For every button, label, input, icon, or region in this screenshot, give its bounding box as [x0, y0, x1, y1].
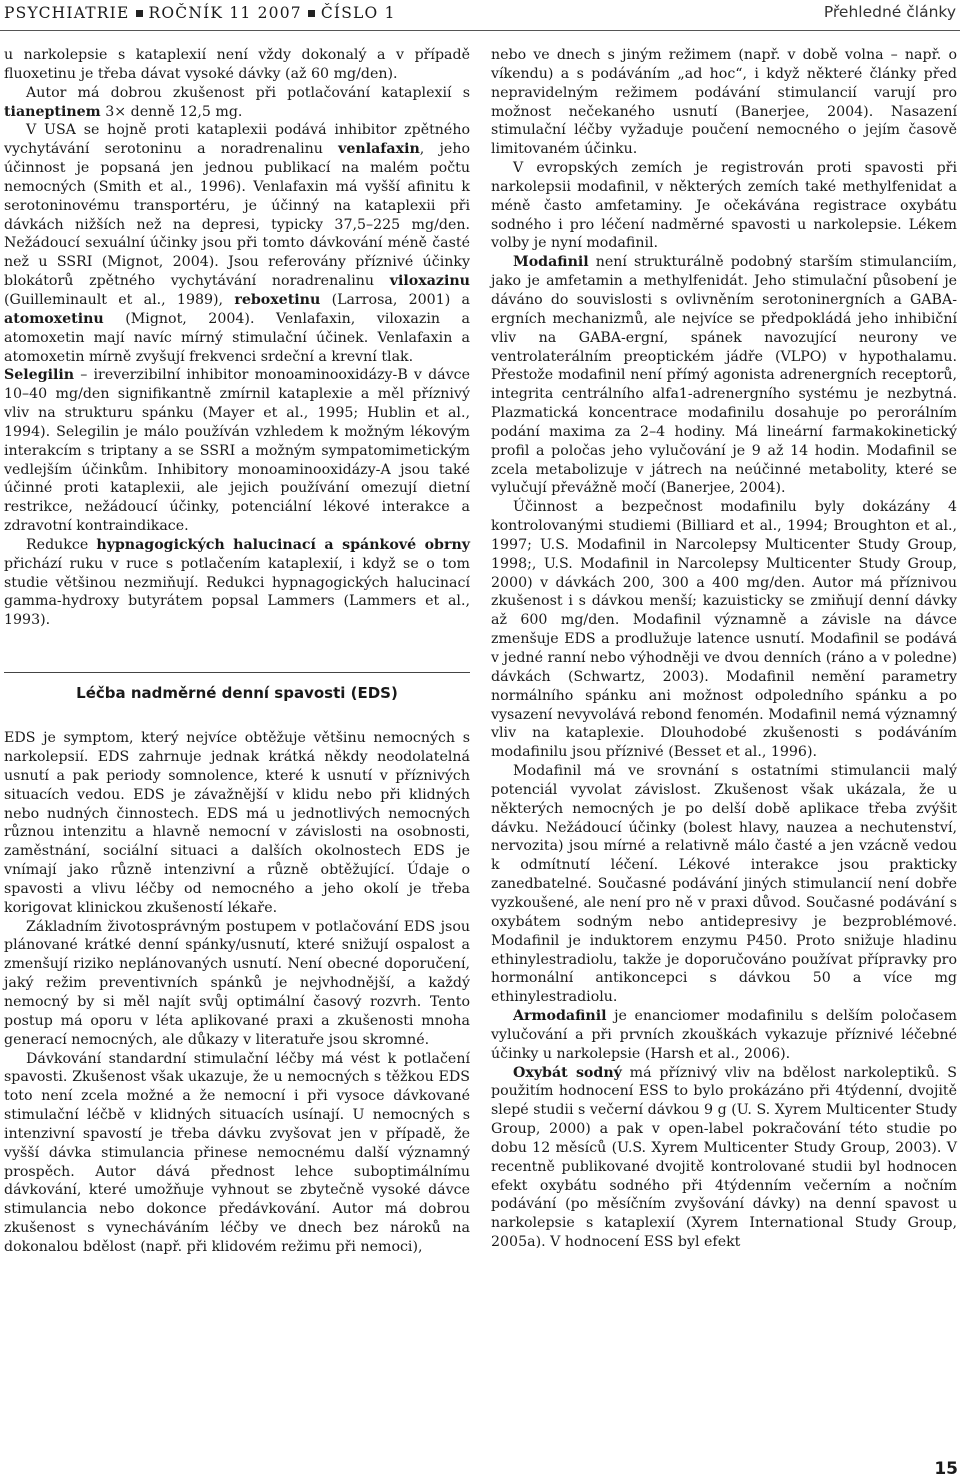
journal-info [4, 4, 396, 22]
drug-name: Armodafinil [513, 1008, 607, 1025]
section-name: Přehledné články [823, 3, 956, 21]
drug-name: Modafinil [513, 254, 589, 271]
paragraph: Armodafinil je enanciomer modafinilu s delším poločasem vylučování a při prvních zkouškách vykazuje příznivé léčebné účinky u narkolepsie (Harsh et al., 2006). [491, 1008, 957, 1062]
paragraph: Selegilin – ireverzibilní inhibitor monoaminooxidázy-B v dávce 10–40 mg/den signifikantně zmírnil kataplexie a měl příznivý vliv na strukturu spánku (Mayer et al., 1995; Hublin et al., 1994). Selegilin je málo používán vzhledem k možným lékovým interakcím s triptany a se SSRI a možným sympatomimetickým vedlejším účinkům. Inhibitory monoaminooxidázy-A jsou také účinné proti kataplexii, ale jejich používání omezují dietní restrikce, nežádoucí účinky, potenciální lékové interakce a zdravotní kontraindikace. [4, 367, 470, 535]
paragraph: nebo ve dnech s jiným režimem (např. v době volna – např. o víkendu) a s podáváním „ad hoc“, i když některé články před nepravidelným režimem podávání stimulancií varují pro možnost nečekaného usnutí (Banerjee, 2004). Nasazení stimulační léčby vyžaduje poučení nemocného o jejím časově limitovaném účinku. [491, 47, 957, 158]
drug-name: Selegilin [4, 367, 75, 384]
year: 2007 [257, 4, 302, 22]
page-header [0, 0, 960, 31]
paragraph: EDS je symptom, který nejvíce obtěžuje většinu nemocných s narkolepsií. EDS zahrnuje jednak krátká někdy neodolatelná usnutí a pak periody somnolence, které k usnutí v příznivých situacích vedou. EDS je závažnější v klidu nebo při klidných nebo nudných činnostech. EDS má u jednotlivých nemocných různou intenzitu a hlavně nemocní v závislosti na osobnosti, zaměstnání, sociální situaci a dalších okolnostech EDS je vnímají jako různě intenzivní a různě obtěžující. Údaje o spavosti a vlivu léčby od nemocného a jeho okolí je třeba korigovat klinickou zkušeností lékaře. [4, 730, 470, 916]
paragraph: V evropských zemích je registrován proti spavosti při narkolepsii modafinil, v některých zemích také methylfenidat a méně často amfetaminy. Je očekávána registrace oxybátu sodného i pro léčení nadměrné spavosti u narkolepsie. Lékem volby je nyní modafinil. [491, 160, 957, 252]
paragraph: Autor má dobrou zkušenost při potlačování kataplexií s tianeptinem 3× denně 12,5 mg. [4, 84, 470, 120]
drug-name: atomoxetinu [4, 310, 104, 327]
drug-name: reboxetinu [234, 291, 321, 308]
right-column [491, 46, 957, 1252]
drug-name: viloxazinu [389, 273, 470, 290]
key-term: hypnagogických halucinací a spánkové obrny [96, 536, 471, 553]
drug-name: Oxybát sodný [513, 1064, 622, 1081]
issue: ČÍSLO 1 [320, 4, 396, 22]
paragraph: V USA se hojně proti kataplexii podává inhibitor zpětného vychytávání serotoninu a noradrenalinu venlafaxin, jeho účinnost je popsaná jen jednou publikací na malém počtu nemocných (Smith et al., 1996). Venlafaxin má vyšší afinitu k serotoninovému transportéru, je účinný na kataplexii při dávkách nižších než na depresi, typicky 37,5–225 mg/den. Nežádoucí sexuální účinky jsou při tomto dávkování méně časté než u SSRI (Mignot, 2004). Jsou referovány příznivé účinky blokátorů zpětného vychytávání noradrenalinu viloxazinu (Guilleminault et al., 1989), reboxetinu (Larrosa, 2001) a atomoxetinu (Mignot, 2004). Venlafaxin, viloxazin a atomoxetin mají navíc mírný stimulační účinek. Venlafaxin a atomoxetin mírně zvyšují frekvenci srdeční a krevní tlak. [4, 122, 470, 365]
left-column [4, 46, 470, 1257]
journal-name: PSYCHIATRIE [4, 4, 130, 22]
paragraph: u narkolepsie s kataplexií není vždy dokonalý a v případě fluoxetinu je třeba dávat vysoké dávky (až 60 mg/den). [4, 47, 470, 82]
volume: ROČNÍK 11 [148, 4, 252, 22]
paragraph: Redukce hypnagogických halucinací a spánkové obrny přichází ruku v ruce s potlačením kataplexií, i když se o tom studie většinou nezmiňují. Redukci hypnagogických halucinací gamma-hydroxy butyrátem popsal Lammers (Lammers et al., 1993). [4, 536, 471, 629]
paragraph: Modafinil není strukturálně podobný starším stimulanciím, jako je amfetamin a methylfenidát. Jeho stimulační působení je dáváno do souvislosti s ovlivněním serotoninergních a GABA-ergních mechanizmů, ale nejvíce se předpokládá jeho inhibiční vliv na GABA-ergní, spánek navozující neurony ve ventrolaterálním preoptickém jádře (VLPO) v hypothalamu. Přestože modafinil není přímý agonista adrenergních receptorů, integrita centrálního alfa1-adrenergního systému je nezbytná. Plazmatická koncentrace modafinilu dosahuje po perorálním podání maxima za 2–4 hodiny. Má lineární farmakokinetický profil a poločas jeho vylučování je 9 až 14 hodin. Modafinil se zcela metabolizuje v játrech na neúčinné metabolity, které se vylučují převážně močí (Banerjee, 2004). [491, 254, 957, 497]
drug-name: venlafaxin [338, 141, 420, 158]
paragraph: Účinnost a bezpečnost modafinilu byly dokázány 4 kontrolovanými studiemi (Billiard et al., 1994; Broughton et al., 1997; U.S. Modafinil in Narcolepsy Multicenter Study Group, 1998;, U.S. Modafinil in Narcolepsy Multicenter Study Group, 2000) v dávkách 200, 300 a 400 mg/den. Autor má příznivou zkušenost i s dávkou menší; kazuisticky se zmiňují denní dávky až 600 mg/den. Modafinil významně a závisle na dávce zmenšuje EDS a prodlužuje latence usnutí. Modafinil se podává v jedné ranní nebo výhodněji ve dvou denních (ráno a v poledne) dávkách (Schwartz, 2003). Modafinil nemění parametry normálního spánku ani možnost odpoledního spánku a po vysazení nevyvolává rebond fenomén. Modafinil nemá významný vliv na kataplexie. Dlouhodobé zkušenosti s podáváním modafinilu jsou příznivé (Besset et al., 1996). [491, 499, 957, 761]
paragraph: Dávkování standardní stimulační léčby má vést k potlačení spavosti. Zkušenost však ukazuje, že u nemocných s těžkou EDS toto není zcela možné a že nemocní i při vysoce dávkované stimulační léčbě v klidných situacích usínají. U nemocných s intenzivní spavostí je třeba dávku zvyšovat jen v případě, že vyšší dávka stimulancia přinese nemocnému další významný prospěch. Autor dává přednost lehce suboptimálnímu dávkování, které umožňuje vyhnout se zbytečně vysoké dávce stimulancia nebo dokonce předávkování. Autor má dobrou zkušenost s vynecháváním léčby ve dnech bez nároků na dokonalou bdělost (např. při klidovém režimu při nemoci), [4, 1050, 470, 1255]
square-bullet-icon [136, 10, 143, 17]
paragraph: Oxybát sodný má příznivý vliv na bdělost narkoleptiků. S použitím hodnocení ESS to bylo prokázáno při 4týdenní, dvojitě slepé studii s večerní dávkou 9 g (U. S. Xyrem Multicenter Study Group, 2000) a pak v open-label pokračování této studie po dobu 12 měsíců (U.S. Xyrem Multicenter Study Group, 2003). V recentně publikované dvojitě kontrolované studii byl hodnocen efekt oxybátu sodného při 4týdenním večerním a nočním podávání (po měsíčním zvyšování dávky) na denní spavost u narkolepsie s kataplexií (Xyrem International Study Group, 2005a). V hodnocení ESS byl efekt [491, 1064, 957, 1251]
drug-name: tianeptinem [4, 103, 101, 120]
paragraph: Základním životosprávným postupem v potlačování EDS jsou plánované krátké denní spánky/usnutí, které snižují ospalost a zmenšují riziko neplánovaných usnutí. Není obecné doporučení, jaký režim preventivních spánků je nejvhodnější, a každý nemocný by si měl najít svůj optimální časový rozvrh. Tento postup má oporu v léta aplikované praxi a zkušenosti mnoha generací nemocných, ale důkazy v literatuře jsou skromné. [4, 918, 470, 1048]
page-number: 15 [934, 1459, 958, 1479]
section-heading: Léčba nadměrné denní spavosti (EDS) [4, 672, 470, 703]
paragraph: Modafinil má ve srovnání s ostatními stimulancii malý potenciál vyvolat závislost. Zkušenost však ukázala, že u některých nemocných je po delší době aplikace třeba zvýšit dávku. Nežádoucí účinky (bolest hlavy, nauzea a nechutenství, nervozita) jsou mírné a relativně málo časté a jen vzácně vedou k odmítnutí léčení. Lékové interakce jsou prakticky zanedbatelné. Současné podávání jiných stimulancií není dobře vyzkoušené, ale není pro ně v praxi důvod. Současné podávání s oxybátem sodným nebo antidepresivy je bezproblémové. Modafinil je induktorem enzymu P450. Proto snižuje hladinu ethinylestradiolu, takže je doporučováno používat přípravky pro hormonální antikoncepci s dávkou 50 a více mg ethinylestradiolu. [491, 763, 957, 1006]
square-bullet-icon [308, 10, 315, 17]
